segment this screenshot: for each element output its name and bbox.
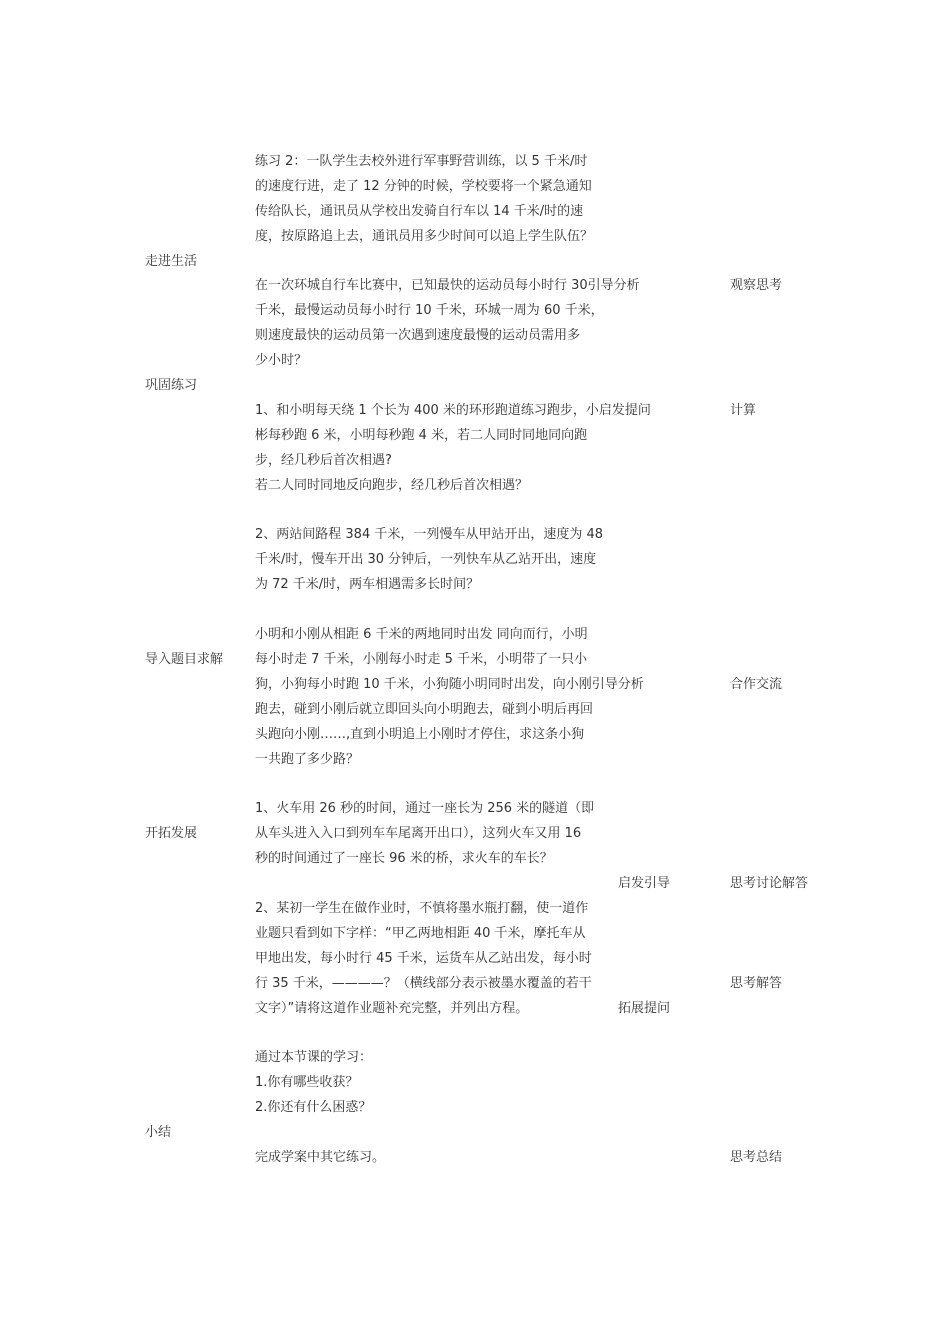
text-line: 通过本节课的学习： <box>255 1050 373 1065</box>
text-line: 2、两站间路程 384 千米，一列慢车从甲站开出，速度为 48 <box>255 527 604 542</box>
text-line: 秒的时间通过了一座长 96 米的桥，求火车的车长？ <box>255 851 553 866</box>
teacher-activity-inspire: 启发引导 <box>618 876 671 891</box>
text-line: 狗，小狗每小时跑 10 千米，小狗随小明同时出发，向小刚引导分析 <box>255 677 644 692</box>
text-line: 一共跑了多少路？ <box>255 752 360 767</box>
homework-text: 完成学案中其它练习。 <box>255 1150 386 1165</box>
section-label-summary: 小结 <box>145 1125 172 1140</box>
text-line: 则速度最快的运动员第一次遇到速度最慢的运动员需用多 <box>255 328 581 343</box>
section-label-develop: 开拓发展 <box>145 826 198 841</box>
student-activity-discuss: 思考讨论解答 <box>730 876 809 891</box>
text-line: 传给队长，通讯员从学校出发骑自行车以 14 千米/时的速 <box>255 204 584 219</box>
text-line: 彬每秒跑 6 米，小明每秒跑 4 米，若二人同时同地同向跑 <box>255 428 588 443</box>
text-line: 文字）”请将这道作业题补充完整，并列出方程。 <box>255 1001 529 1016</box>
text-line: 从车头进入入口到列车车尾离开出口），这列火车又用 16 <box>255 826 582 841</box>
teacher-activity-extend: 拓展提问 <box>618 1001 671 1016</box>
text-line: 在一次环城自行车比赛中，已知最快的运动员每小时行 30引导分析 <box>255 278 640 293</box>
text-line: 行 35 千米，————？（横线部分表示被墨水覆盖的若干 <box>255 976 592 991</box>
text-line: 小明和小刚从相距 6 千米的两地同时出发 同向而行，小明 <box>255 627 588 642</box>
text-line: 1.你有哪些收获？ <box>255 1075 359 1090</box>
section-label-practice: 巩固练习 <box>145 378 198 393</box>
text-line: 跑去，碰到小刚后就立即回头向小明跑去，碰到小明后再回 <box>255 702 594 717</box>
text-line: 业题只看到如下字样：“甲乙两地相距 40 千米，摩托车从 <box>255 926 586 941</box>
student-activity-calculate: 计算 <box>730 403 757 418</box>
text-line: 2.你还有什么困惑？ <box>255 1100 372 1115</box>
text-line: 千米/时，慢车开出 30 分钟后，一列快车从乙站开出，速度 <box>255 552 597 567</box>
student-activity-answer: 思考解答 <box>730 976 783 991</box>
student-activity-cooperate: 合作交流 <box>730 677 783 692</box>
text-line: 每小时走 7 千米，小刚每小时走 5 千米，小明带了一只小 <box>255 652 588 667</box>
text-line: 头跑向小刚……,直到小明追上小刚时才停住，求这条小狗 <box>255 727 585 742</box>
text-line: 千米，最慢运动员每小时行 10 千米，环城一周为 60 千米， <box>255 303 604 318</box>
student-activity-observe: 观察思考 <box>730 278 783 293</box>
text-line: 步，经几秒后首次相遇? <box>255 453 392 468</box>
text-line: 若二人同时同地反向跑步，经几秒后首次相遇？ <box>255 478 529 493</box>
student-activity-conclude: 思考总结 <box>730 1150 783 1165</box>
text-line: 1、火车用 26 秒的时间，通过一座长为 256 米的隧道（即 <box>255 801 595 816</box>
section-label-solve: 导入题目求解 <box>145 652 224 667</box>
text-line: 为 72 千米/时，两车相遇需多长时间？ <box>255 577 480 592</box>
text-line: 练习 2：一队学生去校外进行军事野营训练，以 5 千米/时 <box>255 154 588 169</box>
text-line: 甲地出发，每小时行 45 千米，运货车从乙站出发，每小时 <box>255 951 592 966</box>
text-line: 2、某初一学生在做作业时，不慎将墨水瓶打翻，使一道作 <box>255 901 589 916</box>
text-line: 少小时？ <box>255 353 308 368</box>
text-line: 度，按原路追上去，通讯员用多少时间可以追上学生队伍？ <box>255 229 594 244</box>
section-label-life: 走进生活 <box>145 254 198 269</box>
text-line: 1、和小明每天绕 1 个长为 400 米的环形跑道练习跑步，小启发提问 <box>255 403 651 418</box>
text-line: 的速度行进，走了 12 分钟的时候，学校要将一个紧急通知 <box>255 179 592 194</box>
